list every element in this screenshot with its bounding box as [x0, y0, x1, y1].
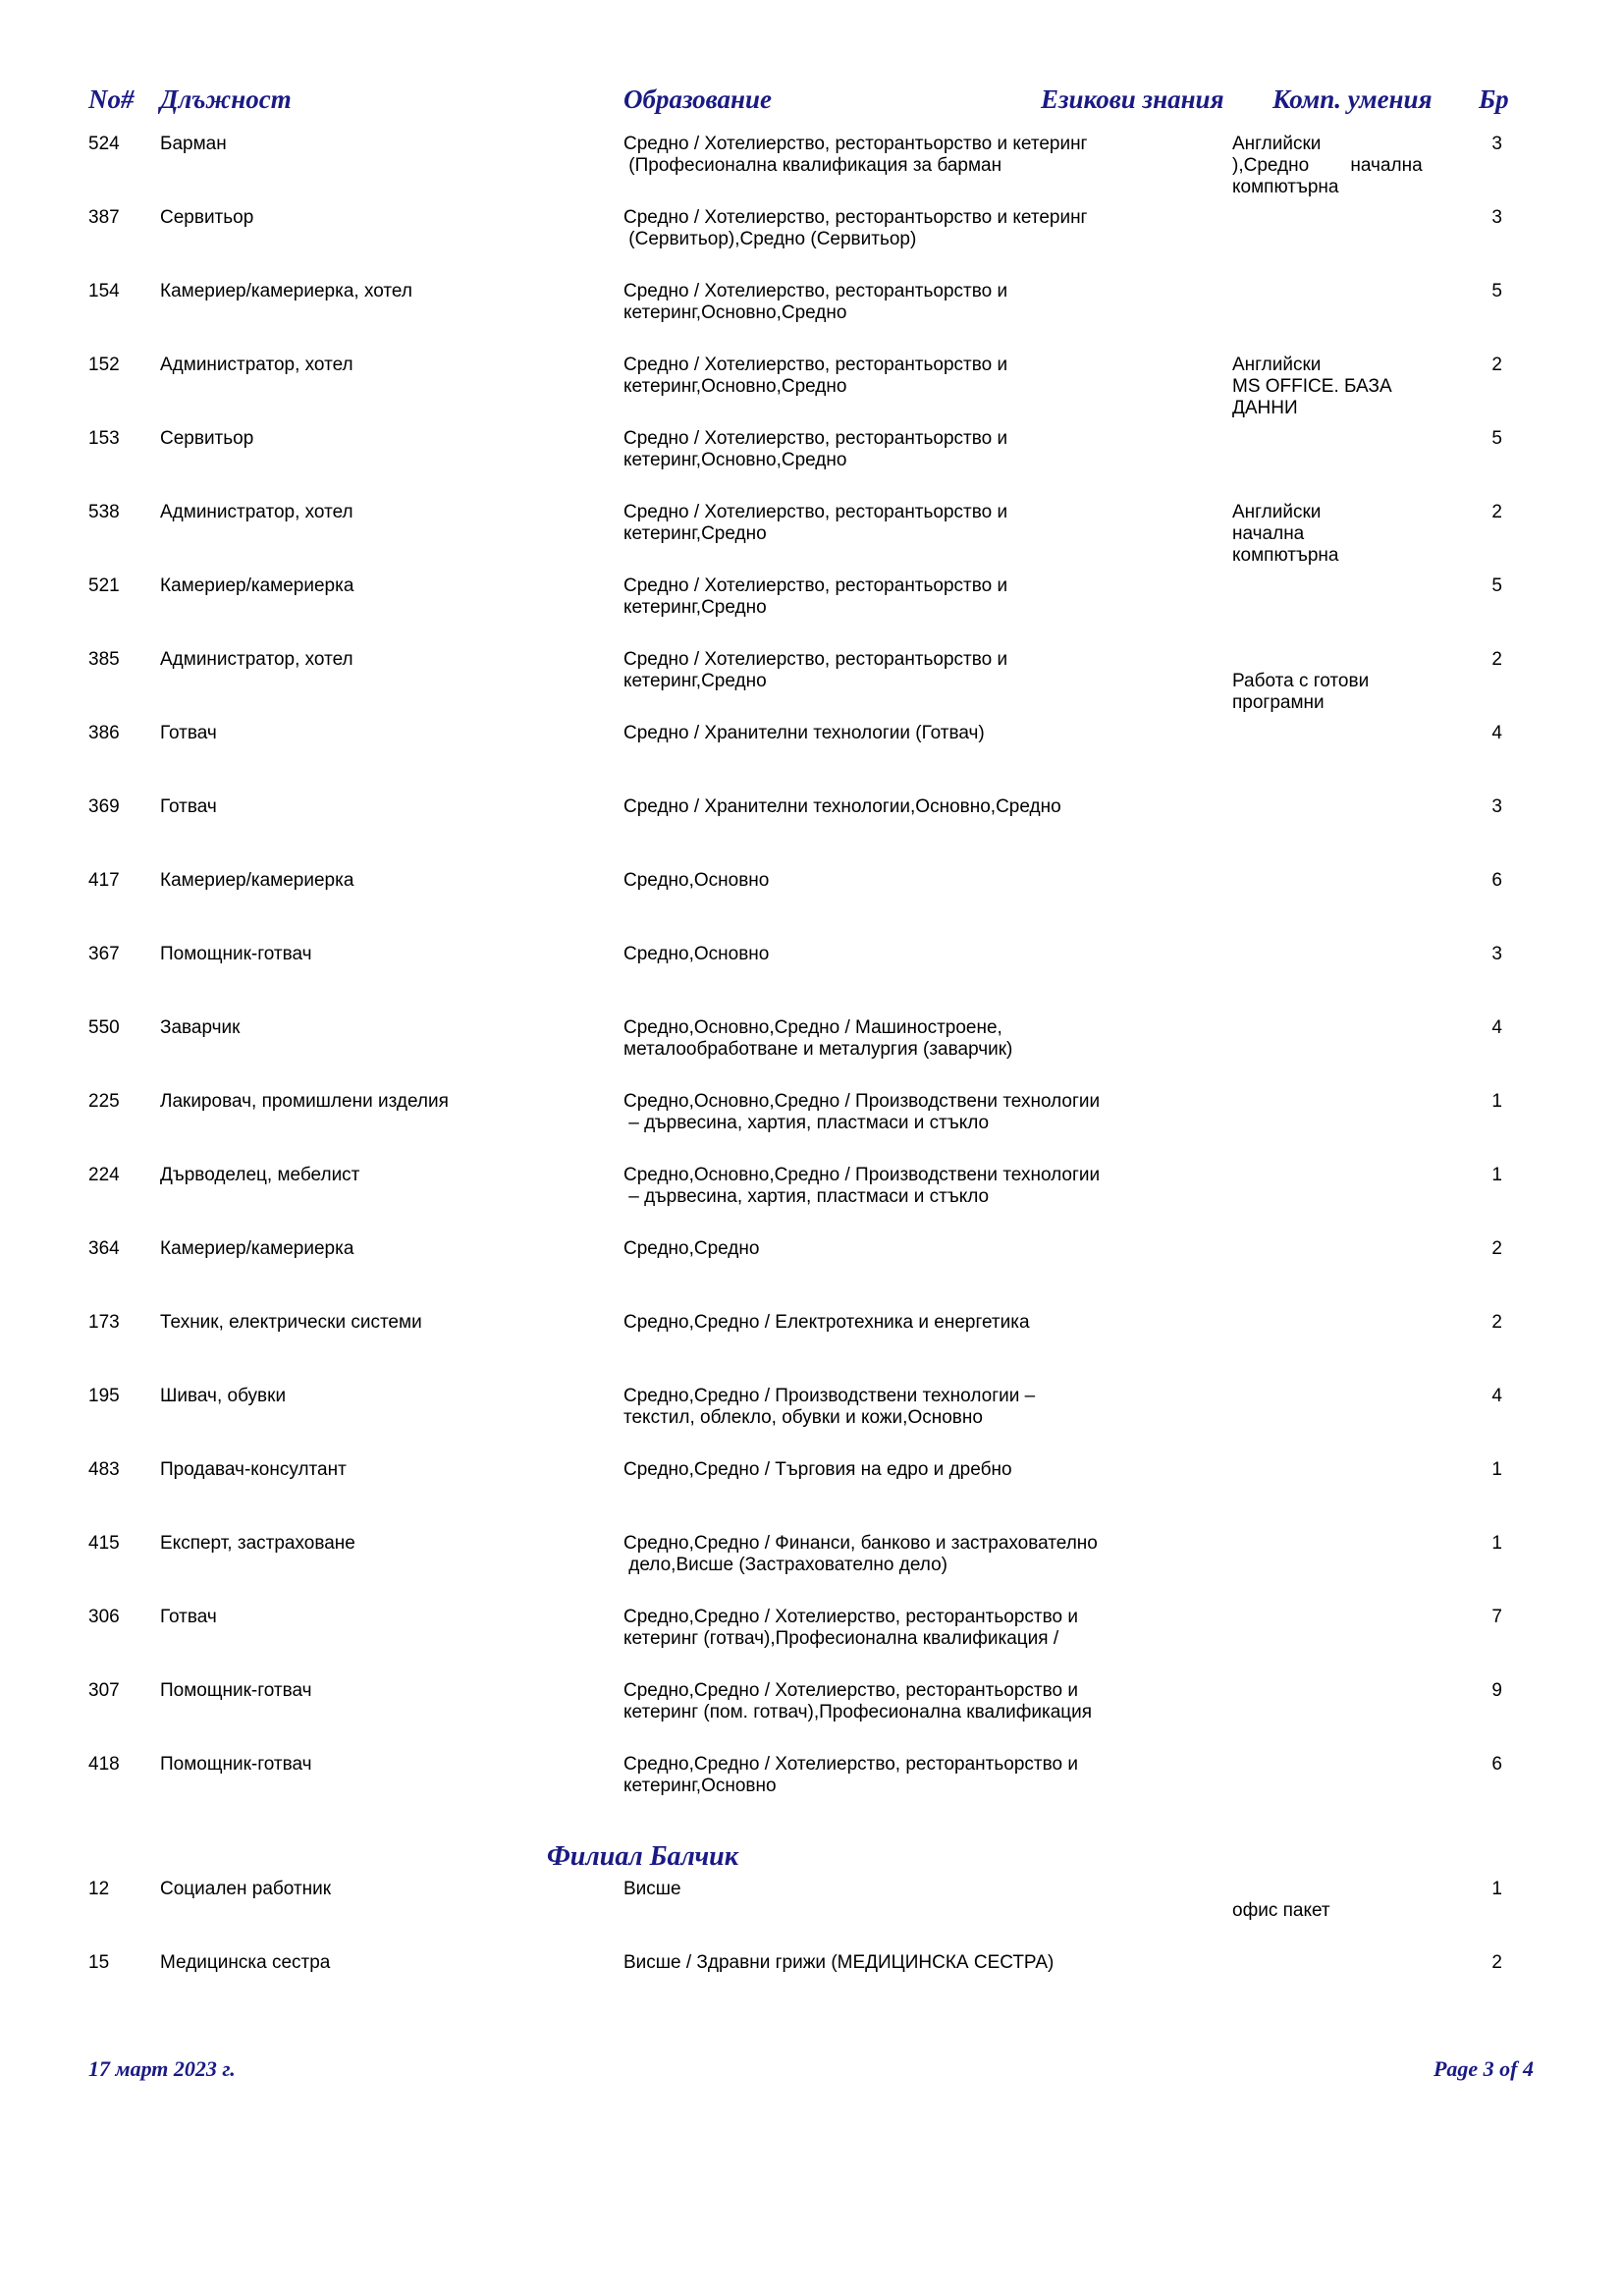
page-footer [88, 2056, 1534, 2082]
row-position: Медицинска сестра [160, 1952, 331, 1973]
row-count: 2 [1491, 502, 1502, 522]
education-line: Средно,Основно,Средно / Производствени технологии [623, 1165, 1101, 1185]
table-row [0, 1607, 1623, 1680]
table-row [0, 502, 1623, 575]
row-number: 415 [88, 1533, 120, 1554]
row-count: 1 [1491, 1459, 1502, 1480]
row-skills [1232, 134, 1473, 198]
row-number: 387 [88, 207, 120, 228]
education-line: Средно / Хотелиерство, ресторантьорство и [623, 355, 1008, 375]
row-count: 5 [1491, 428, 1502, 449]
skills-line: програмни [1232, 692, 1325, 713]
education-line: кетеринг (готвач),Професионална квалификация / [623, 1628, 1059, 1649]
row-count: 1 [1491, 1879, 1502, 1899]
row-education [623, 1607, 1232, 1650]
education-line: Средно,Средно / Финанси, банково и застрахователно [623, 1533, 1098, 1554]
row-position: Администратор, хотел [160, 649, 353, 670]
rows-main-section [0, 134, 1623, 1828]
table-row [0, 1091, 1623, 1165]
row-education [623, 207, 1232, 250]
table-row [0, 944, 1623, 1017]
row-number: 153 [88, 428, 120, 449]
row-skills [1232, 502, 1473, 567]
row-position: Техник, електрически системи [160, 1312, 422, 1333]
row-position: Готвач [160, 1607, 217, 1627]
section-title-balchik: Филиал Балчик [547, 1841, 738, 1872]
education-line: кетеринг,Основно,Средно [623, 302, 847, 323]
row-position: Готвач [160, 723, 217, 743]
row-education [623, 502, 1232, 545]
table-row [0, 870, 1623, 944]
education-line: кетеринг,Средно [623, 597, 767, 618]
row-education [623, 428, 1232, 471]
education-line: металообработване и металургия (заварчик) [623, 1039, 1013, 1060]
education-line: (Професионална квалификация за барман [623, 155, 1002, 176]
row-number: 154 [88, 281, 120, 301]
education-line: дело,Висше (Застрахователно дело) [623, 1555, 947, 1575]
skills-line: Работа с готови [1232, 671, 1370, 691]
row-number: 550 [88, 1017, 120, 1038]
row-count: 4 [1491, 723, 1502, 743]
row-number: 386 [88, 723, 120, 743]
education-line: кетеринг,Средно [623, 671, 767, 691]
row-education [623, 1091, 1232, 1134]
row-position: Администратор, хотел [160, 355, 353, 375]
row-position: Продавач-консултант [160, 1459, 347, 1480]
row-number: 195 [88, 1386, 120, 1406]
education-line: кетеринг (пом. готвач),Професионална квалификация [623, 1702, 1093, 1722]
education-line: Средно,Средно / Производствени технологии – [623, 1386, 1036, 1406]
row-position: Помощник-готвач [160, 1680, 312, 1701]
education-line: Средно,Основно,Средно / Машиностроене, [623, 1017, 1002, 1038]
row-count: 4 [1491, 1386, 1502, 1406]
row-number: 418 [88, 1754, 120, 1775]
row-number: 483 [88, 1459, 120, 1480]
table-row [0, 575, 1623, 649]
education-line: кетеринг,Основно [623, 1776, 777, 1796]
education-line: Средно / Хотелиерство, ресторантьорство и кетеринг [623, 207, 1088, 228]
education-line: Средно / Хотелиерство, ресторантьорство и [623, 649, 1008, 670]
row-position: Администратор, хотел [160, 502, 353, 522]
row-position: Помощник-готвач [160, 1754, 312, 1775]
row-number: 367 [88, 944, 120, 964]
row-position: Сервитьор [160, 428, 254, 449]
table-row [0, 1017, 1623, 1091]
skills-line: начална [1232, 523, 1305, 544]
row-education [623, 1754, 1232, 1797]
column-header-position: Длъжност [160, 84, 292, 114]
education-line: кетеринг,Средно [623, 523, 767, 544]
skills-line: компютърна [1232, 177, 1339, 197]
row-education [623, 1952, 1232, 1974]
table-row [0, 134, 1623, 207]
education-line: кетеринг,Основно,Средно [623, 376, 847, 397]
row-count: 6 [1491, 870, 1502, 891]
education-line: – дървесина, хартия, пластмаси и стъкло [623, 1113, 990, 1133]
row-position: Помощник-готвач [160, 944, 312, 964]
row-education [623, 944, 1232, 965]
row-count: 3 [1491, 944, 1502, 964]
row-count: 7 [1491, 1607, 1502, 1627]
table-row [0, 723, 1623, 796]
row-skills [1232, 649, 1473, 714]
skills-line: Английски [1232, 502, 1322, 522]
skills-line: Английски [1232, 355, 1322, 375]
row-count: 2 [1491, 1952, 1502, 1973]
education-line: Средно / Хотелиерство, ресторантьорство и [623, 281, 1008, 301]
table-row [0, 1952, 1623, 2026]
row-position: Барман [160, 134, 227, 154]
row-position: Камериер/камериерка [160, 1238, 354, 1259]
row-number: 224 [88, 1165, 120, 1185]
column-header-no: No# [88, 84, 135, 114]
table-row [0, 1165, 1623, 1238]
row-number: 15 [88, 1952, 110, 1973]
row-education [623, 355, 1232, 398]
education-line: Средно / Хранителни технологии (Готвач) [623, 723, 985, 743]
column-header-computer: Комп. умения [1272, 84, 1433, 114]
row-count: 3 [1491, 796, 1502, 817]
row-education [623, 796, 1232, 818]
row-skills [1232, 355, 1473, 419]
footer-page-number: Page 3 of 4 [1433, 2056, 1534, 2081]
table-row [0, 1680, 1623, 1754]
skills-line [1232, 1879, 1473, 1900]
row-skills [1232, 1879, 1473, 1922]
row-number: 12 [88, 1879, 110, 1899]
row-count: 9 [1491, 1680, 1502, 1701]
row-education [623, 1533, 1232, 1576]
table-row [0, 1533, 1623, 1607]
row-position: Камериер/камериерка, хотел [160, 281, 412, 301]
row-number: 307 [88, 1680, 120, 1701]
row-count: 1 [1491, 1091, 1502, 1112]
row-position: Заварчик [160, 1017, 241, 1038]
skills-line: компютърна [1232, 545, 1339, 566]
row-count: 2 [1491, 649, 1502, 670]
row-count: 5 [1491, 575, 1502, 596]
education-line: Средно,Средно / Хотелиерство, ресторантьорство и [623, 1607, 1078, 1627]
row-education [623, 1680, 1232, 1723]
table-row [0, 1879, 1623, 1952]
row-number: 385 [88, 649, 120, 670]
education-line: Средно,Средно / Търговия на едро и дребно [623, 1459, 1012, 1480]
education-line: Средно,Основно,Средно / Производствени технологии [623, 1091, 1101, 1112]
row-count: 6 [1491, 1754, 1502, 1775]
row-education [623, 1312, 1232, 1334]
row-number: 521 [88, 575, 120, 596]
row-education [623, 1017, 1232, 1061]
row-education [623, 1386, 1232, 1429]
row-education [623, 1879, 1232, 1900]
table-row [0, 1238, 1623, 1312]
education-line: Средно,Средно / Хотелиерство, ресторантьорство и [623, 1754, 1078, 1775]
education-line: Средно,Средно / Електротехника и енергетика [623, 1312, 1030, 1333]
row-count: 3 [1491, 207, 1502, 228]
row-number: 524 [88, 134, 120, 154]
education-line: Средно / Хотелиерство, ресторантьорство и [623, 502, 1008, 522]
table-row [0, 355, 1623, 428]
row-position: Шивач, обувки [160, 1386, 287, 1406]
row-education [623, 870, 1232, 892]
education-line: Средно / Хотелиерство, ресторантьорство и кетеринг [623, 134, 1088, 154]
row-count: 1 [1491, 1533, 1502, 1554]
skills-line: ДАННИ [1232, 398, 1298, 418]
column-header-education: Образование [623, 84, 773, 114]
education-line: Висше / Здравни грижи (МЕДИЦИНСКА СЕСТРА) [623, 1952, 1055, 1973]
row-position: Лакировач, промишлени изделия [160, 1091, 449, 1112]
row-count: 2 [1491, 1312, 1502, 1333]
table-row [0, 1754, 1623, 1828]
education-line: Средно,Средно / Хотелиерство, ресторантьорство и [623, 1680, 1078, 1701]
education-line: кетеринг,Основно,Средно [623, 450, 847, 470]
education-line: – дървесина, хартия, пластмаси и стъкло [623, 1186, 990, 1207]
row-number: 364 [88, 1238, 120, 1259]
row-education [623, 723, 1232, 744]
education-line: текстил, облекло, обувки и кожи,Основно [623, 1407, 983, 1428]
rows-balchik-section [0, 1879, 1623, 2026]
education-line: Средно,Основно [623, 870, 770, 891]
education-line: Висше [623, 1879, 681, 1899]
row-count: 2 [1491, 1238, 1502, 1259]
row-number: 152 [88, 355, 120, 375]
row-number: 538 [88, 502, 120, 522]
skills-line: офис пакет [1232, 1900, 1330, 1921]
row-education [623, 281, 1232, 324]
row-count: 2 [1491, 355, 1502, 375]
table-row [0, 1459, 1623, 1533]
table-body [0, 134, 1623, 2026]
table-row [0, 796, 1623, 870]
table-row [0, 1386, 1623, 1459]
row-number: 225 [88, 1091, 120, 1112]
row-number: 306 [88, 1607, 120, 1627]
row-number: 417 [88, 870, 120, 891]
table-row [0, 649, 1623, 723]
education-line: Средно,Основно [623, 944, 770, 964]
education-line: (Сервитьор),Средно (Сервитьор) [623, 229, 917, 249]
row-education [623, 1165, 1232, 1208]
skills-line: MS OFFICE. БАЗА [1232, 376, 1392, 397]
row-education [623, 575, 1232, 619]
row-position: Експерт, застраховане [160, 1533, 355, 1554]
education-line: Средно / Хотелиерство, ресторантьорство и [623, 575, 1008, 596]
column-header-count: Бр [1479, 84, 1509, 114]
table-row [0, 207, 1623, 281]
row-count: 3 [1491, 134, 1502, 154]
row-education [623, 1238, 1232, 1260]
row-education [623, 1459, 1232, 1481]
row-education [623, 134, 1232, 177]
column-header-languages: Езикови знания [1041, 84, 1224, 114]
row-education [623, 649, 1232, 692]
skills-line [1232, 649, 1473, 671]
row-count: 5 [1491, 281, 1502, 301]
skills-line: Английски [1232, 134, 1322, 154]
education-line: Средно / Хранителни технологии,Основно,Средно [623, 796, 1061, 817]
row-position: Социален работник [160, 1879, 332, 1899]
table-row [0, 281, 1623, 355]
skills-line: ),Средно начална [1232, 155, 1423, 176]
row-number: 173 [88, 1312, 120, 1333]
row-position: Готвач [160, 796, 217, 817]
table-header-row [0, 84, 1623, 126]
education-line: Средно / Хотелиерство, ресторантьорство и [623, 428, 1008, 449]
row-number: 369 [88, 796, 120, 817]
row-position: Дърводелец, мебелист [160, 1165, 360, 1185]
row-count: 4 [1491, 1017, 1502, 1038]
row-count: 1 [1491, 1165, 1502, 1185]
footer-date: 17 март 2023 г. [88, 2056, 236, 2081]
row-position: Камериер/камериерка [160, 870, 354, 891]
row-position: Сервитьор [160, 207, 254, 228]
row-position: Камериер/камериерка [160, 575, 354, 596]
table-row [0, 428, 1623, 502]
table-row [0, 1312, 1623, 1386]
education-line: Средно,Средно [623, 1238, 760, 1259]
